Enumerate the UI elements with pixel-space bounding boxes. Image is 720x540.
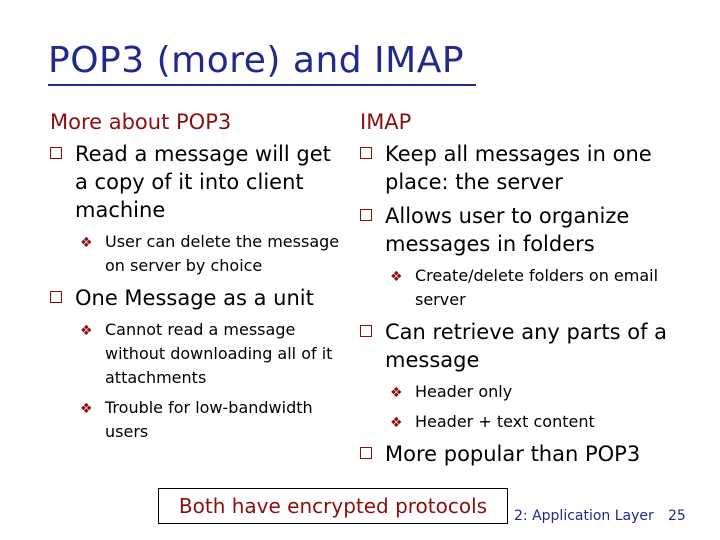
square-bullet-icon (360, 447, 372, 459)
right-bullet-3-sub-1-text: Header only (415, 382, 513, 401)
left-bullet-2-text: One Message as a unit (75, 286, 314, 310)
left-bullet-1-text: Read a message will get a copy of it into client machine (75, 142, 331, 222)
left-bullet-2-sub-2-text: Trouble for low-bandwidth users (105, 398, 313, 441)
right-bullet-4-text: More popular than POP3 (385, 442, 641, 466)
page-number: 25 (668, 508, 686, 524)
right-bullet-2-text: Allows user to organize messages in folders (385, 204, 630, 256)
right-bullet-3 (360, 318, 690, 374)
right-bullet-3-sub-1 (360, 380, 690, 404)
checkmark-bullet-icon: ❖ (80, 401, 93, 417)
right-bullet-2-sub-1 (360, 264, 690, 312)
right-bullet-3-text: Can retrieve any parts of a message (385, 320, 668, 372)
square-bullet-icon (360, 325, 372, 337)
right-bullet-1-text: Keep all messages in one place: the server (385, 142, 652, 194)
checkmark-bullet-icon: ❖ (80, 235, 93, 251)
right-bullet-2 (360, 202, 690, 258)
left-bullet-1-sub-1-text: User can delete the message on server by choice (105, 232, 340, 275)
checkmark-bullet-icon: ❖ (390, 385, 403, 401)
left-bullet-2-sub-1-text: Cannot read a message without downloading all of it attachments (105, 320, 333, 387)
callout-banner: Both have encrypted protocols (158, 488, 508, 524)
left-column (50, 110, 350, 450)
right-bullet-4 (360, 440, 690, 468)
checkmark-bullet-icon: ❖ (80, 323, 93, 339)
left-bullet-1 (50, 140, 350, 224)
title-underline (48, 84, 476, 86)
left-bullet-2-sub-1 (50, 318, 350, 390)
slide-title: POP3 (more) and IMAP (48, 40, 465, 81)
right-heading: IMAP (360, 110, 412, 134)
left-bullet-1-sub-1 (50, 230, 350, 278)
left-bullet-2 (50, 284, 350, 312)
square-bullet-icon (50, 291, 62, 303)
checkmark-bullet-icon: ❖ (390, 415, 403, 431)
right-bullet-3-sub-2-text: Header + text content (415, 412, 595, 431)
right-bullet-1 (360, 140, 690, 196)
right-column (360, 110, 690, 474)
checkmark-bullet-icon: ❖ (390, 269, 403, 285)
left-heading: More about POP3 (50, 110, 232, 134)
square-bullet-icon (360, 209, 372, 221)
footer-chapter: 2: Application Layer (514, 508, 654, 524)
right-bullet-2-sub-1-text: Create/delete folders on email server (415, 266, 659, 309)
left-bullet-2-sub-2 (50, 396, 350, 444)
square-bullet-icon (360, 147, 372, 159)
right-bullet-3-sub-2 (360, 410, 690, 434)
square-bullet-icon (50, 147, 62, 159)
